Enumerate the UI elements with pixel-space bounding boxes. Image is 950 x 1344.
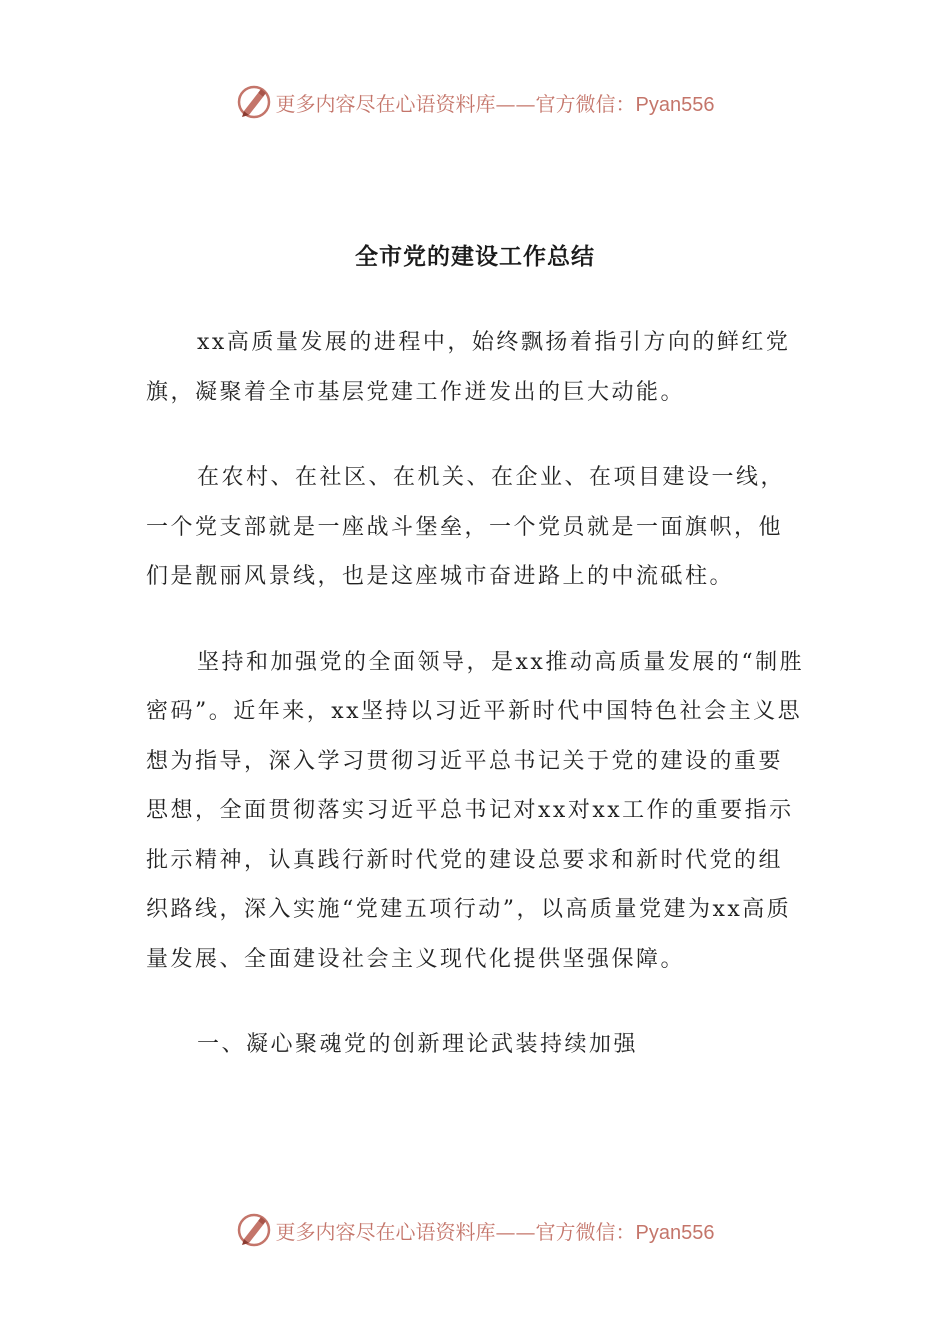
pen-logo-icon bbox=[236, 1212, 272, 1248]
watermark-main: 更多内容尽在心语资料库 bbox=[275, 1219, 496, 1244]
watermark-wechat-id: Pyan556 bbox=[635, 1221, 715, 1244]
pen-logo-icon bbox=[236, 84, 272, 120]
paragraph-3: 坚持和加强党的全面领导，是xx推动高质量发展的“制胜密码”。近年来，xx坚持以习近平新时代中国特色社会主义思想为指导，深入学习贯彻习近平总书记关于党的建设的重要思想，全面贯彻落实习近平总书记对xx对xx工作的重要指示批示精神，认真践行新时代党的建设总要求和新时代党的组织路线，深入实施“党建五项行动”，以高质量党建为xx高质量发展、全面建设社会主义现代化提供坚强保障。 bbox=[146, 649, 805, 972]
document-title: 全市党的建设工作总结 bbox=[355, 244, 595, 270]
watermark-text bbox=[276, 1216, 715, 1245]
paragraph-2: 在农村、在社区、在机关、在企业、在项目建设一线，一个党支部就是一座战斗堡垒，一个党员就是一面旗帜，他们是靓丽风景线，也是这座城市奋进路上的中流砥柱。 bbox=[146, 465, 786, 589]
watermark-wechat-label: 官方微信： bbox=[535, 91, 636, 116]
watermark-dash: —— bbox=[495, 91, 536, 116]
watermark-text bbox=[276, 88, 715, 117]
watermark-wechat-label: 官方微信： bbox=[535, 1219, 636, 1244]
section-heading-1: 一、凝心聚魂党的创新理论武装持续加强 bbox=[197, 1032, 639, 1057]
header-watermark bbox=[0, 82, 950, 122]
watermark-wechat-id: Pyan556 bbox=[635, 93, 715, 116]
paragraph-1: xx高质量发展的进程中，始终飘扬着指引方向的鲜红党旗，凝聚着全市基层党建工作迸发出的巨大动能。 bbox=[146, 330, 791, 405]
watermark-dash: —— bbox=[495, 1219, 536, 1244]
watermark-main: 更多内容尽在心语资料库 bbox=[275, 91, 496, 116]
footer-watermark bbox=[0, 1210, 950, 1250]
document-body bbox=[146, 318, 806, 1106]
